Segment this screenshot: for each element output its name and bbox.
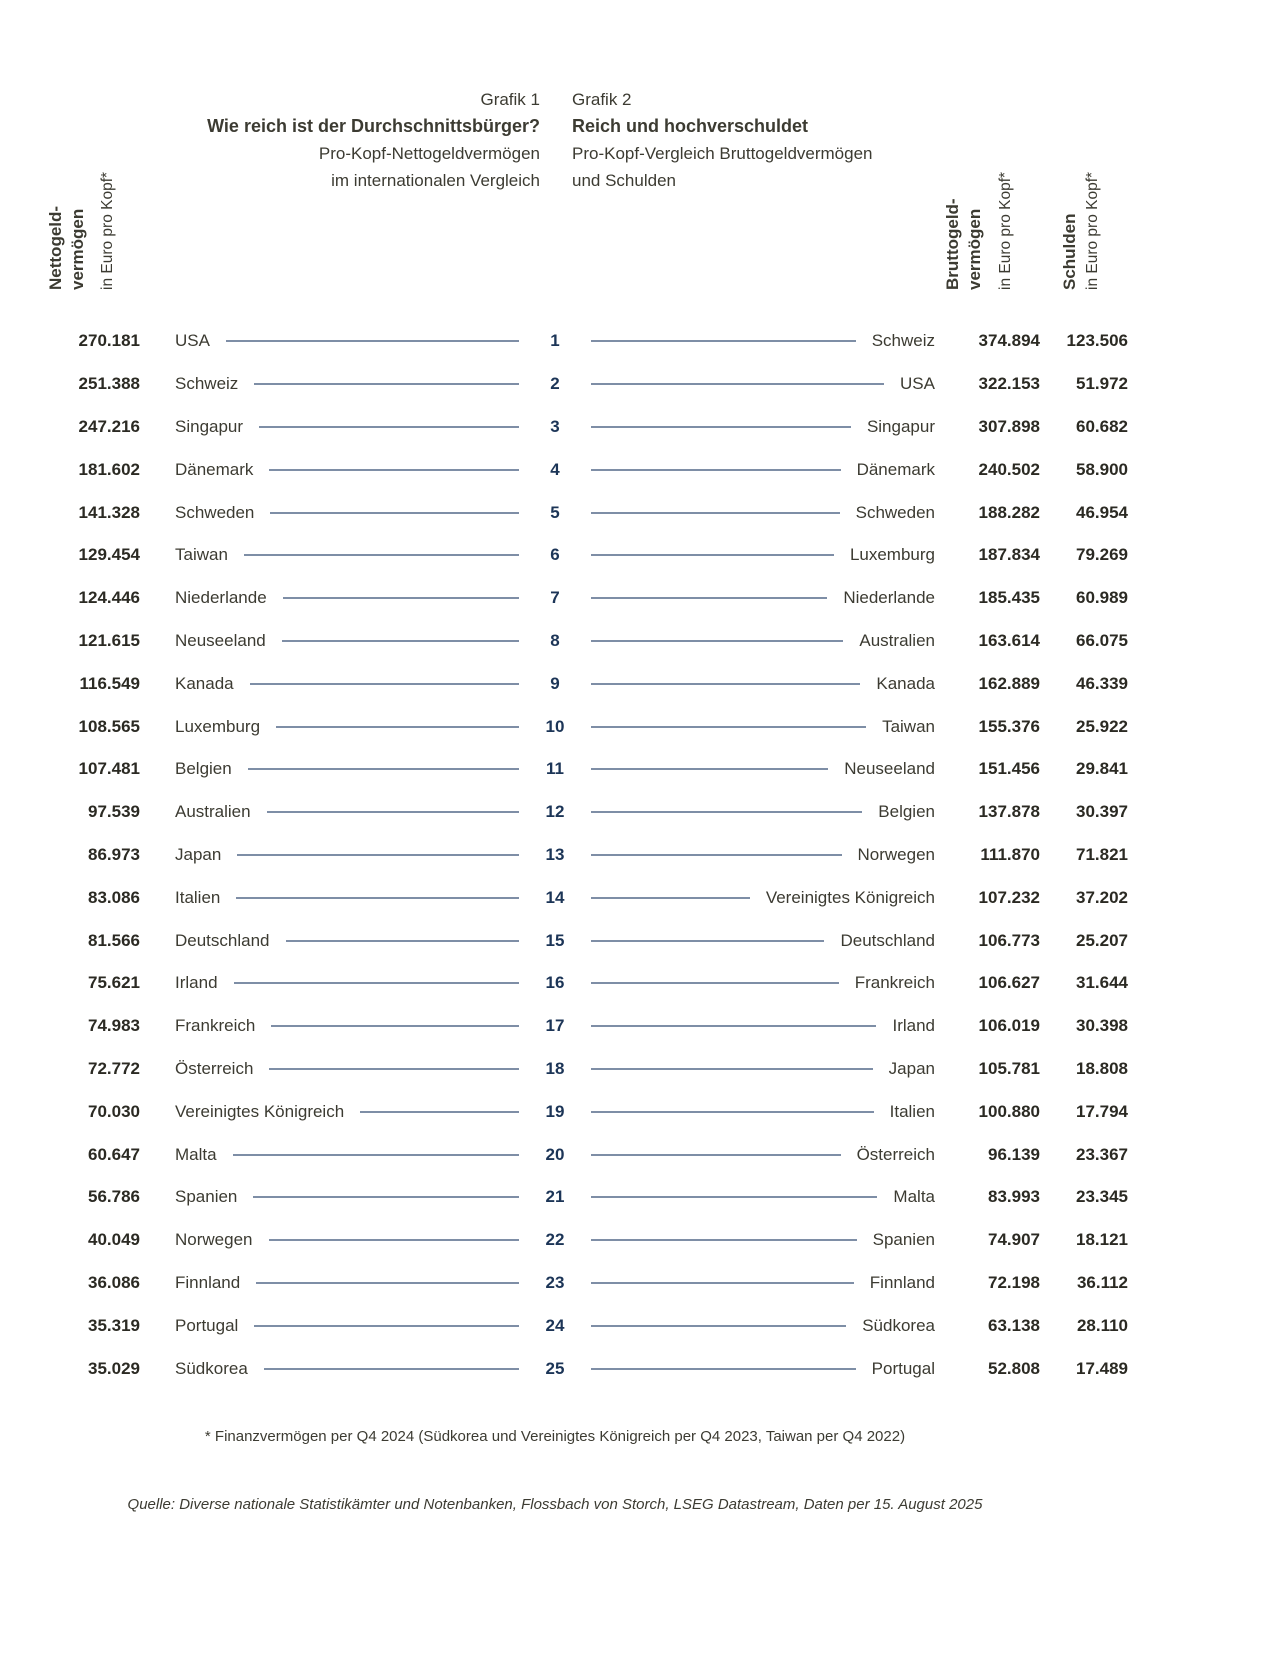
net-value: 81.566	[88, 930, 140, 950]
table-row	[68, 662, 1128, 705]
table-row	[68, 1262, 1128, 1305]
net-country: Neuseeland	[175, 630, 266, 650]
net-section	[68, 1273, 533, 1293]
table-row	[68, 1176, 1128, 1219]
table-row	[68, 919, 1128, 962]
net-value: 141.328	[78, 502, 140, 522]
net-section	[68, 1359, 533, 1379]
gross-value: 105.781	[978, 1058, 1040, 1078]
gross-section	[577, 717, 935, 737]
connector-line-right	[591, 469, 841, 471]
table-row	[68, 876, 1128, 919]
table-row	[68, 448, 1128, 491]
net-section	[68, 1059, 533, 1079]
gross-country: Irland	[892, 1016, 935, 1036]
debt-value: 25.207	[1076, 930, 1128, 950]
connector-line-left	[282, 640, 519, 642]
connector-line-right	[591, 1325, 846, 1327]
net-section	[68, 888, 533, 908]
source-line: Quelle: Diverse nationale Statistikämter und Notenbanken, Flossbach von Storch, LSEG Datastream, Daten per 15. August 2025	[127, 1496, 983, 1513]
gross-value: 111.870	[980, 844, 1040, 864]
connector-line-right	[591, 1196, 877, 1198]
gross-country: Spanien	[872, 1230, 935, 1250]
net-country: Schweiz	[175, 374, 239, 394]
debt-value: 30.398	[1076, 1016, 1128, 1036]
gross-value: 185.435	[978, 588, 1040, 608]
net-value: 251.388	[78, 374, 140, 394]
rank-number: 18	[545, 1058, 565, 1078]
gross-value: 187.834	[978, 545, 1040, 565]
debt-value: 23.367	[1076, 1144, 1128, 1164]
gross-section	[577, 1187, 935, 1207]
chart2-header	[572, 86, 1032, 194]
debt-value: 60.989	[1076, 588, 1128, 608]
debt-value: 23.345	[1076, 1187, 1128, 1207]
net-value: 181.602	[78, 459, 140, 479]
connector-line-left	[286, 940, 519, 942]
rank-number: 15	[545, 930, 565, 950]
rank-number: 20	[545, 1144, 565, 1164]
rank-number: 16	[545, 973, 565, 993]
connector-line-left	[269, 469, 519, 471]
rank-number: 22	[545, 1230, 565, 1250]
net-section	[68, 1230, 533, 1250]
net-value: 247.216	[78, 416, 140, 436]
net-country: Portugal	[175, 1315, 239, 1335]
net-country: Italien	[175, 887, 221, 907]
net-value: 83.086	[88, 887, 140, 907]
gross-axis-title-line1: Bruttogeld-	[943, 198, 962, 290]
net-section	[68, 374, 533, 394]
gross-value: 52.808	[988, 1358, 1040, 1378]
rank-number: 4	[550, 459, 560, 479]
debt-axis-title: Schulden	[1060, 213, 1079, 290]
rank-number: 11	[546, 759, 564, 779]
gross-section	[577, 503, 935, 523]
net-value: 124.446	[78, 588, 140, 608]
rank-number: 6	[550, 545, 560, 565]
connector-line-left	[237, 854, 519, 856]
net-country: USA	[175, 331, 210, 351]
net-section	[68, 545, 533, 565]
gross-value: 155.376	[978, 716, 1040, 736]
gross-country: Dänemark	[856, 459, 935, 479]
connector-line-right	[591, 1239, 857, 1241]
debt-axis-unit: in Euro pro Kopf*	[1084, 171, 1101, 290]
connector-line-right	[591, 1068, 873, 1070]
gross-section	[577, 674, 935, 694]
net-value: 270.181	[78, 331, 140, 351]
rank-number: 1	[550, 331, 560, 351]
connector-line-right	[591, 597, 827, 599]
connector-line-left	[271, 1025, 519, 1027]
connector-line-left	[254, 383, 519, 385]
net-section	[68, 460, 533, 480]
gross-country: Belgien	[878, 802, 935, 822]
gross-country: Australien	[859, 630, 935, 650]
net-country: Irland	[175, 973, 218, 993]
net-country: Luxemburg	[175, 716, 261, 736]
gross-section	[577, 759, 935, 779]
chart1-subtitle-line2: im internationalen Vergleich	[331, 171, 540, 190]
gross-country: Singapur	[866, 416, 935, 436]
table-row	[68, 1304, 1128, 1347]
debt-value: 36.112	[1076, 1272, 1128, 1292]
gross-country: Taiwan	[882, 716, 935, 736]
chart1-header	[0, 86, 540, 194]
net-section	[68, 674, 533, 694]
net-value: 129.454	[78, 545, 140, 565]
chart2-title: Reich und hochverschuldet	[572, 116, 809, 136]
net-axis-unit: in Euro pro Kopf*	[99, 171, 116, 290]
debt-value: 71.821	[1076, 844, 1128, 864]
net-country: Singapur	[175, 416, 244, 436]
table-row	[68, 834, 1128, 877]
chart2-tag: Grafik 2	[572, 90, 632, 109]
net-country: Österreich	[175, 1058, 254, 1078]
net-value: 75.621	[88, 973, 140, 993]
net-country: Kanada	[175, 673, 234, 693]
connector-line-left	[264, 1368, 519, 1370]
connector-line-left	[270, 512, 519, 514]
table-row	[68, 1005, 1128, 1048]
net-country: Dänemark	[175, 459, 254, 479]
gross-value: 322.153	[978, 374, 1040, 394]
gross-section	[577, 1059, 935, 1079]
debt-value: 46.339	[1076, 673, 1128, 693]
debt-value: 60.682	[1076, 416, 1128, 436]
net-country: Taiwan	[175, 545, 228, 565]
rank-number: 13	[545, 844, 565, 864]
net-country: Südkorea	[175, 1358, 248, 1378]
net-section	[68, 931, 533, 951]
gross-value: 72.198	[988, 1272, 1040, 1292]
table-row	[68, 705, 1128, 748]
table-row	[68, 620, 1128, 663]
table-row	[68, 1090, 1128, 1133]
connector-line-left	[276, 726, 519, 728]
net-value: 72.772	[88, 1058, 140, 1078]
table-row	[68, 577, 1128, 620]
table-row	[68, 320, 1128, 363]
gross-section	[577, 374, 935, 394]
connector-line-left	[234, 982, 519, 984]
table-row	[68, 1219, 1128, 1262]
net-value: 35.319	[88, 1315, 140, 1335]
debt-value: 51.972	[1076, 374, 1128, 394]
connector-line-right	[591, 1282, 854, 1284]
connector-line-right	[591, 1025, 876, 1027]
net-section	[68, 503, 533, 523]
gross-section	[577, 545, 935, 565]
net-axis-title-line2: vermögen	[68, 208, 87, 290]
connector-line-left	[236, 897, 519, 899]
gross-section	[577, 631, 935, 651]
net-value: 36.086	[88, 1272, 140, 1292]
rank-number: 17	[545, 1016, 565, 1036]
footnote: * Finanzvermögen per Q4 2024 (Südkorea und Vereinigtes Königreich per Q4 2023, Taiwan per Q4 2022)	[204, 1428, 906, 1445]
debt-value: 18.121	[1076, 1230, 1128, 1250]
net-value: 107.481	[78, 759, 140, 779]
table-row	[68, 534, 1128, 577]
net-section	[68, 845, 533, 865]
gross-country: Schweiz	[871, 331, 935, 351]
rank-number: 24	[545, 1315, 565, 1335]
ranking-rows	[68, 320, 1128, 1390]
debt-value: 25.922	[1076, 716, 1128, 736]
gross-country: USA	[900, 374, 935, 394]
connector-line-left	[360, 1111, 519, 1113]
net-country: Schweden	[175, 502, 255, 522]
rank-number: 10	[545, 716, 565, 736]
rank-number: 21	[545, 1187, 565, 1207]
debt-value: 123.506	[1066, 331, 1128, 351]
gross-section	[577, 845, 935, 865]
table-row	[68, 406, 1128, 449]
connector-line-right	[591, 426, 851, 428]
connector-line-right	[591, 683, 860, 685]
gross-country: Frankreich	[854, 973, 935, 993]
connector-line-right	[591, 940, 824, 942]
net-axis-title-line1: Nettogeld-	[46, 205, 65, 290]
connector-line-left	[233, 1154, 519, 1156]
gross-value: 107.232	[978, 887, 1040, 907]
rank-number: 2	[550, 374, 560, 394]
gross-value: 100.880	[978, 1101, 1040, 1121]
connector-line-right	[591, 340, 856, 342]
gross-value: 96.139	[988, 1144, 1040, 1164]
net-value: 74.983	[88, 1016, 140, 1036]
connector-line-left	[248, 768, 519, 770]
net-section	[68, 1316, 533, 1336]
gross-axis-title-line2: vermögen	[965, 208, 984, 290]
table-row	[68, 363, 1128, 406]
gross-country: Luxemburg	[849, 545, 935, 565]
net-country: Deutschland	[175, 930, 270, 950]
net-section	[68, 1016, 533, 1036]
net-value: 108.565	[78, 716, 140, 736]
connector-line-right	[591, 1368, 856, 1370]
gross-country: Deutschland	[840, 930, 935, 950]
gross-value: 307.898	[978, 416, 1040, 436]
table-row	[68, 491, 1128, 534]
gross-value: 137.878	[978, 802, 1040, 822]
debt-value: 66.075	[1076, 630, 1128, 650]
connector-line-right	[591, 854, 842, 856]
gross-section	[577, 417, 935, 437]
gross-value: 106.019	[978, 1016, 1040, 1036]
debt-value: 30.397	[1076, 802, 1128, 822]
gross-country: Italien	[889, 1101, 935, 1121]
connector-line-left	[259, 426, 519, 428]
connector-line-right	[591, 768, 828, 770]
net-section	[68, 973, 533, 993]
connector-line-left	[254, 1325, 519, 1327]
chart1-subtitle-line1: Pro-Kopf-Nettogeldvermögen	[318, 144, 540, 163]
debt-value: 46.954	[1076, 502, 1128, 522]
debt-value: 58.900	[1076, 459, 1128, 479]
connector-line-left	[256, 1282, 519, 1284]
chart1-tag: Grafik 1	[480, 90, 540, 109]
gross-section	[577, 1230, 935, 1250]
connector-line-left	[244, 554, 519, 556]
connector-line-right	[591, 512, 840, 514]
net-section	[68, 717, 533, 737]
net-country: Spanien	[175, 1187, 238, 1207]
gross-section	[577, 1102, 935, 1122]
connector-line-right	[591, 726, 866, 728]
gross-section	[577, 1316, 935, 1336]
gross-section	[577, 1016, 935, 1036]
rank-number: 25	[545, 1358, 565, 1378]
connector-line-left	[269, 1068, 519, 1070]
gross-country: Neuseeland	[844, 759, 935, 779]
gross-section	[577, 588, 935, 608]
net-value: 40.049	[88, 1230, 140, 1250]
net-value: 56.786	[88, 1187, 140, 1207]
debt-value: 37.202	[1076, 887, 1128, 907]
net-section	[68, 417, 533, 437]
net-section	[68, 588, 533, 608]
gross-value: 83.993	[988, 1187, 1040, 1207]
net-section	[68, 1102, 533, 1122]
gross-value: 151.456	[978, 759, 1040, 779]
chart2-subtitle-line2: und Schulden	[572, 171, 676, 190]
net-value: 60.647	[88, 1144, 140, 1164]
net-value: 97.539	[88, 802, 140, 822]
gross-country: Finnland	[869, 1272, 935, 1292]
net-country: Finnland	[175, 1272, 241, 1292]
gross-country: Japan	[888, 1058, 935, 1078]
net-section	[68, 759, 533, 779]
gross-value: 106.773	[978, 930, 1040, 950]
chart1-title: Wie reich ist der Durchschnittsbürger?	[207, 116, 540, 136]
gross-axis-unit: in Euro pro Kopf*	[997, 171, 1014, 290]
rank-number: 9	[550, 673, 560, 693]
connector-line-right	[591, 1111, 874, 1113]
rank-number: 8	[550, 630, 560, 650]
net-country: Niederlande	[175, 588, 267, 608]
table-row	[68, 791, 1128, 834]
gross-section	[577, 931, 935, 951]
connector-line-right	[591, 897, 750, 899]
gross-value: 162.889	[978, 673, 1040, 693]
rank-number: 5	[550, 502, 560, 522]
net-section	[68, 1187, 533, 1207]
net-country: Malta	[175, 1144, 217, 1164]
rank-number: 12	[545, 802, 565, 822]
net-country: Vereinigtes Königreich	[175, 1101, 345, 1121]
gross-value: 74.907	[988, 1230, 1040, 1250]
net-value: 121.615	[78, 630, 140, 650]
net-value: 116.549	[79, 673, 140, 693]
gross-country: Kanada	[876, 673, 935, 693]
rank-number: 19	[545, 1101, 565, 1121]
connector-line-right	[591, 383, 884, 385]
rank-number: 7	[550, 588, 560, 608]
gross-section	[577, 1359, 935, 1379]
connector-line-right	[591, 640, 843, 642]
gross-country: Norwegen	[857, 844, 935, 864]
gross-value: 374.894	[978, 331, 1040, 351]
rank-number: 14	[545, 887, 565, 907]
gross-value: 106.627	[978, 973, 1040, 993]
connector-line-left	[253, 1196, 519, 1198]
net-section	[68, 802, 533, 822]
gross-section	[577, 973, 935, 993]
connector-line-left	[269, 1239, 520, 1241]
chart2-subtitle-line1: Pro-Kopf-Vergleich Bruttogeldvermögen	[572, 144, 873, 163]
gross-section	[577, 1145, 935, 1165]
net-country: Belgien	[175, 759, 232, 779]
debt-value: 17.489	[1076, 1358, 1128, 1378]
table-row	[68, 1347, 1128, 1390]
gross-section	[577, 888, 935, 908]
gross-section	[577, 460, 935, 480]
connector-line-left	[250, 683, 519, 685]
gross-country: Portugal	[871, 1358, 935, 1378]
gross-country: Österreich	[856, 1144, 935, 1164]
connector-line-left	[283, 597, 519, 599]
gross-section	[577, 802, 935, 822]
net-country: Norwegen	[175, 1230, 253, 1250]
gross-value: 63.138	[988, 1315, 1040, 1335]
net-country: Japan	[175, 844, 222, 864]
connector-line-right	[591, 811, 862, 813]
debt-value: 79.269	[1076, 545, 1128, 565]
table-row	[68, 748, 1128, 791]
table-row	[68, 1048, 1128, 1091]
gross-value: 163.614	[978, 630, 1040, 650]
rank-number: 3	[550, 416, 560, 436]
gross-country: Niederlande	[843, 588, 935, 608]
table-row	[68, 962, 1128, 1005]
gross-section	[577, 331, 935, 351]
gross-value: 240.502	[978, 459, 1040, 479]
net-value: 86.973	[88, 844, 140, 864]
gross-country: Vereinigtes Königreich	[765, 887, 935, 907]
gross-country: Malta	[893, 1187, 935, 1207]
connector-line-right	[591, 1154, 841, 1156]
debt-value: 29.841	[1076, 759, 1128, 779]
net-section	[68, 331, 533, 351]
table-row	[68, 1133, 1128, 1176]
connector-line-left	[267, 811, 519, 813]
net-value: 70.030	[88, 1101, 140, 1121]
rank-number: 23	[545, 1272, 565, 1292]
gross-value: 188.282	[978, 502, 1040, 522]
connector-line-right	[591, 554, 834, 556]
net-country: Australien	[175, 802, 251, 822]
debt-value: 31.644	[1076, 973, 1128, 993]
net-value: 35.029	[88, 1358, 140, 1378]
gross-section	[577, 1273, 935, 1293]
net-country: Frankreich	[175, 1016, 256, 1036]
net-section	[68, 631, 533, 651]
connector-line-left	[226, 340, 519, 342]
debt-value: 18.808	[1076, 1058, 1128, 1078]
gross-country: Schweden	[855, 502, 935, 522]
net-section	[68, 1145, 533, 1165]
debt-value: 28.110	[1076, 1315, 1128, 1335]
debt-value: 17.794	[1076, 1101, 1128, 1121]
gross-country: Südkorea	[862, 1315, 935, 1335]
connector-line-right	[591, 982, 839, 984]
